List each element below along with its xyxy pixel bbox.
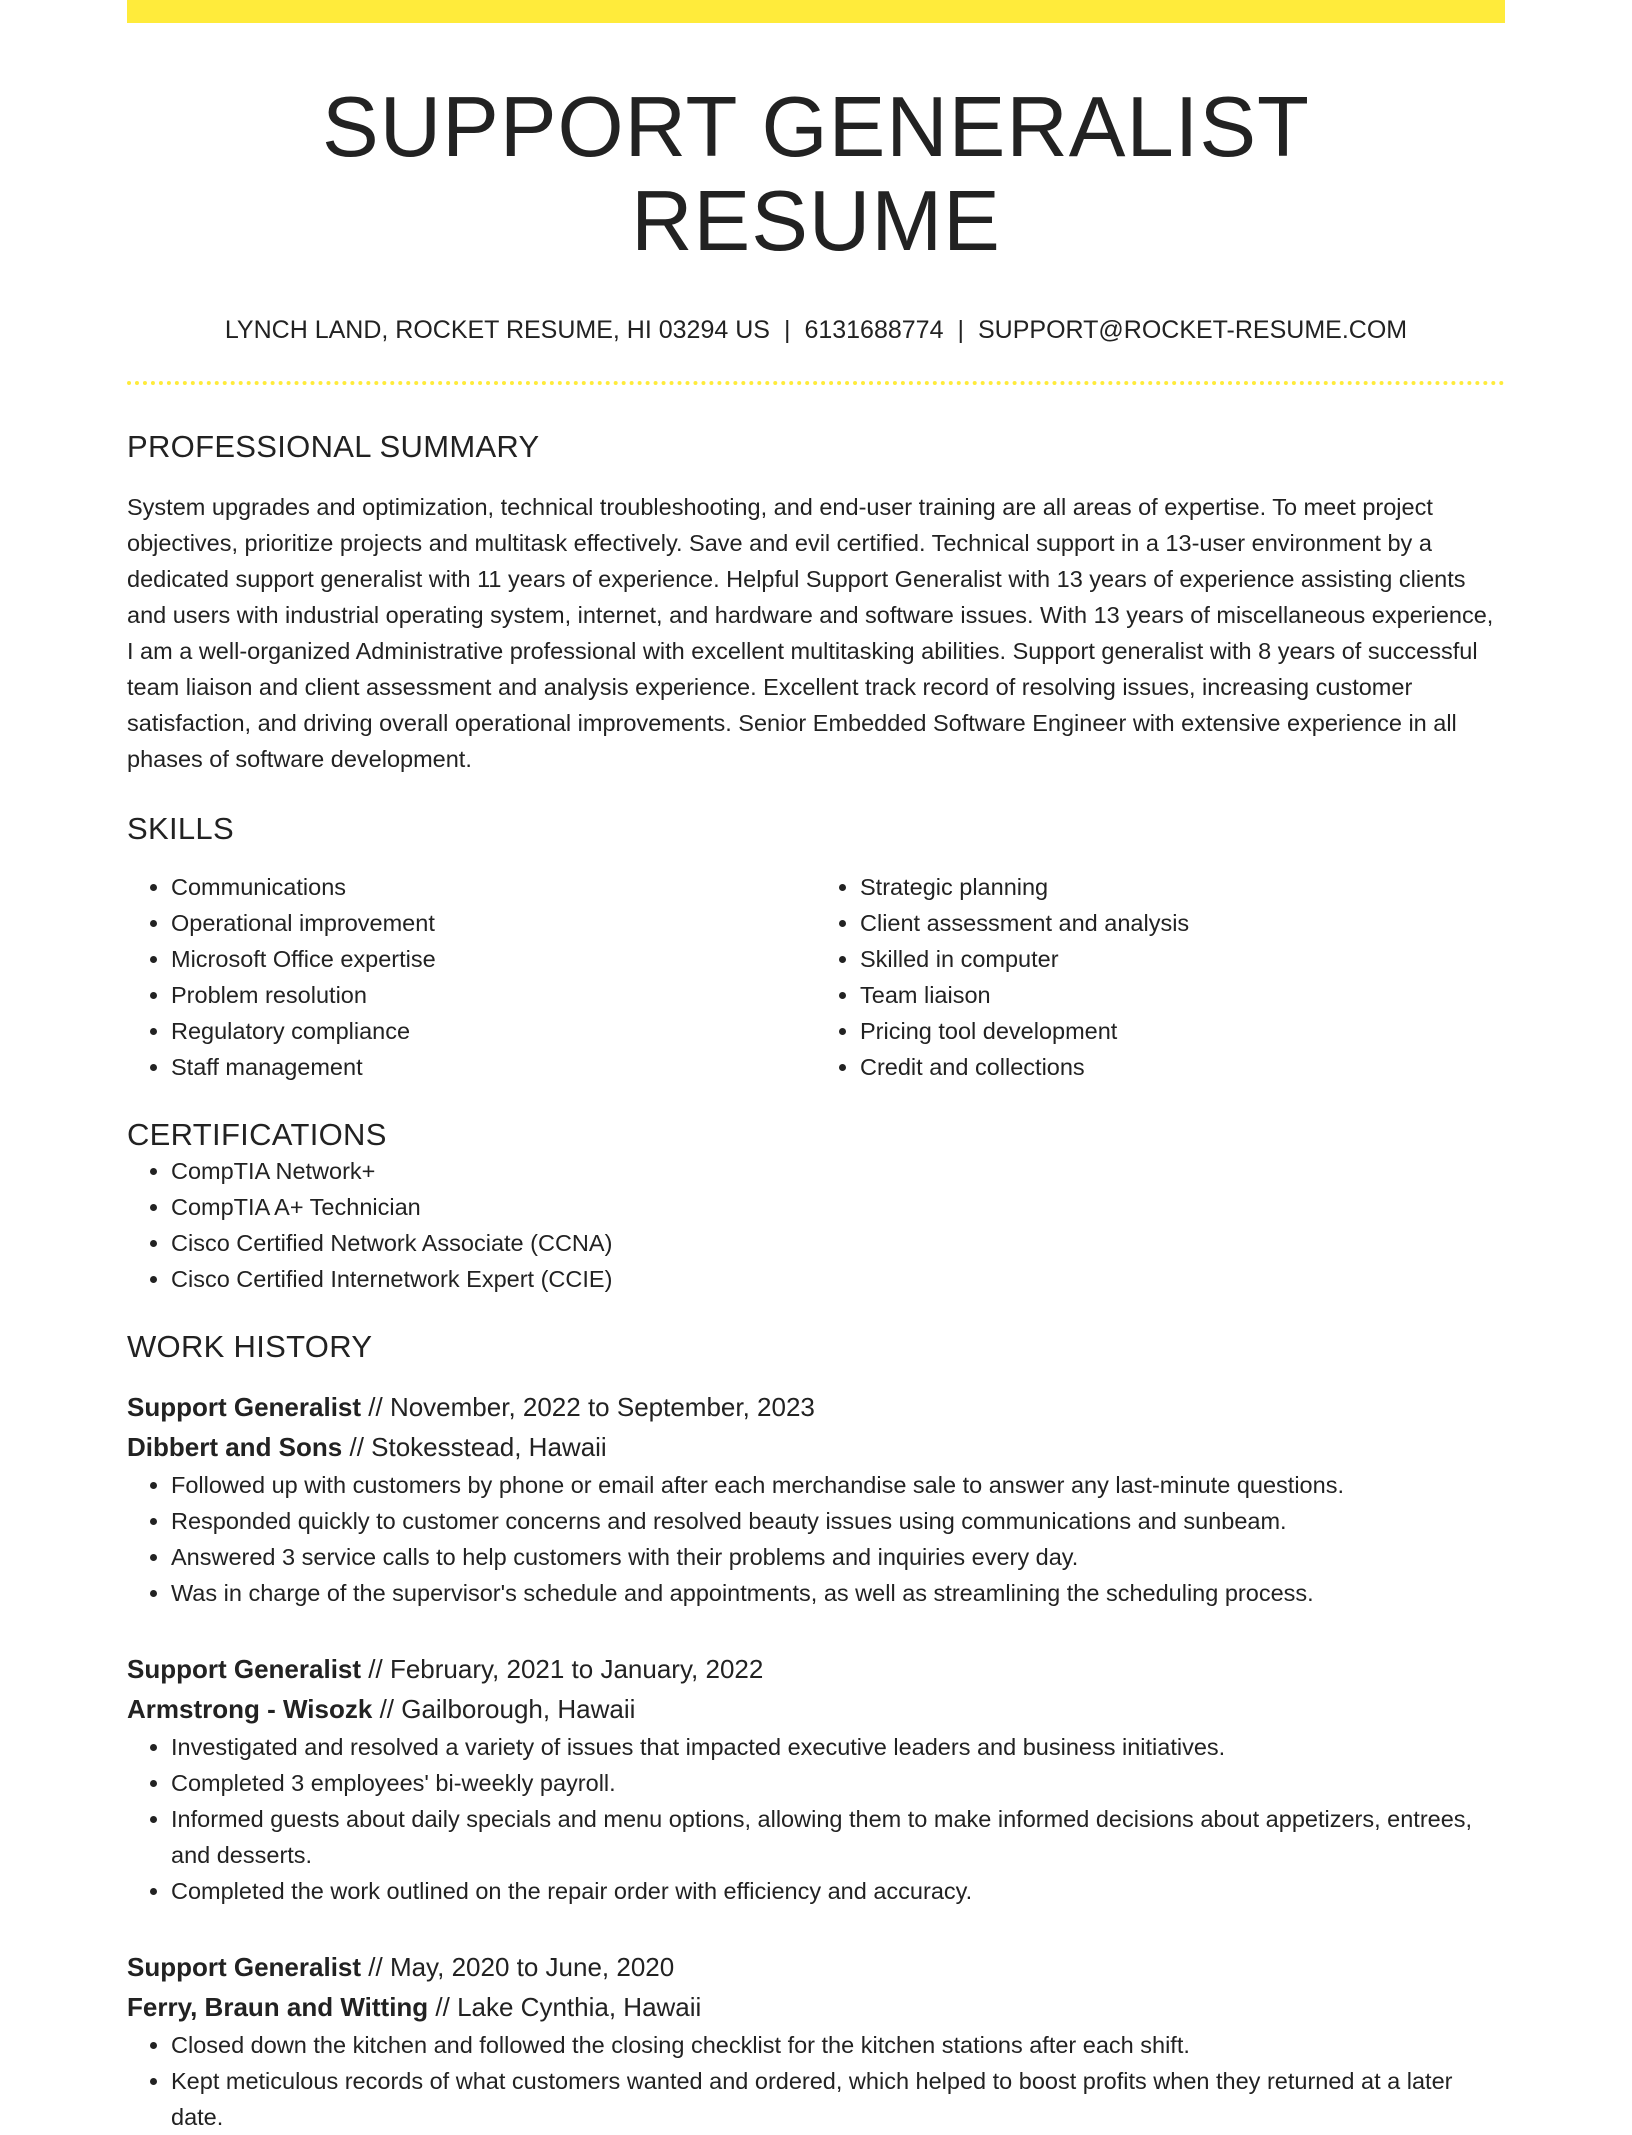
certification-item: • Cisco Certified Internetwork Expert (CCIE) xyxy=(171,1261,1505,1297)
job-bullets xyxy=(127,2027,1505,2135)
resume-page xyxy=(127,0,1505,2135)
job-title: Support Generalist xyxy=(127,1392,362,1422)
skill-item: • Communications xyxy=(171,869,816,905)
skill-item: • Client assessment and analysis xyxy=(860,905,1505,941)
skill-item: • Team liaison xyxy=(860,977,1505,1013)
job-location: // Gailborough, Hawaii xyxy=(372,1694,636,1724)
job-bullet: • Was in charge of the supervisor's schedule and appointments, as well as streamlining the scheduling process. xyxy=(171,1575,1505,1611)
certifications-heading: CERTIFICATIONS xyxy=(127,1117,387,1152)
skills-column-right xyxy=(816,869,1505,1085)
job-bullet: • Kept meticulous records of what customers wanted and ordered, which helped to boost profits when they returned at a later date. xyxy=(171,2063,1505,2135)
job-entry xyxy=(127,1649,1505,1909)
job-title: Support Generalist xyxy=(127,1952,362,1982)
skill-item: • Credit and collections xyxy=(860,1049,1505,1085)
job-location: // Stokesstead, Hawaii xyxy=(342,1432,607,1462)
skills-heading: SKILLS xyxy=(127,811,234,846)
skill-item: • Problem resolution xyxy=(171,977,816,1013)
job-bullet: • Investigated and resolved a variety of issues that impacted executive leaders and business initiatives. xyxy=(171,1729,1505,1765)
skill-item: • Pricing tool development xyxy=(860,1013,1505,1049)
certification-item: • Cisco Certified Network Associate (CCNA) xyxy=(171,1225,1505,1261)
summary-heading: PROFESSIONAL SUMMARY xyxy=(127,429,540,464)
skills-list-left xyxy=(127,869,816,1085)
job-title-line xyxy=(127,1649,1505,1689)
job-dates: // November, 2022 to September, 2023 xyxy=(361,1392,815,1422)
page-title: SUPPORT GENERALIST RESUME xyxy=(322,80,1310,269)
contact-separator: | xyxy=(783,316,791,344)
work-history-heading: WORK HISTORY xyxy=(127,1329,373,1364)
job-bullet: • Responded quickly to customer concerns and resolved beauty issues using communications and sunbeam. xyxy=(171,1503,1505,1539)
job-company: Armstrong - Wisozk xyxy=(127,1694,373,1724)
skill-item: • Regulatory compliance xyxy=(171,1013,816,1049)
skills-columns xyxy=(127,869,1505,1085)
job-title-line xyxy=(127,1387,1505,1427)
job-bullets xyxy=(127,1467,1505,1611)
job-title-line xyxy=(127,1947,1505,1987)
job-bullet: • Completed the work outlined on the repair order with efficiency and accuracy. xyxy=(171,1873,1505,1909)
job-bullet: • Informed guests about daily specials and menu options, allowing them to make informed decisions about appetizers, entrees, and desserts. xyxy=(171,1801,1505,1873)
job-entry xyxy=(127,1387,1505,1611)
contact-address: LYNCH LAND, ROCKET RESUME, HI 03294 US xyxy=(224,316,770,344)
contact-line xyxy=(127,316,1505,345)
job-company-line xyxy=(127,1689,1505,1729)
certification-item: • CompTIA Network+ xyxy=(171,1153,1505,1189)
job-bullet: • Followed up with customers by phone or email after each merchandise sale to answer any last-minute questions. xyxy=(171,1467,1505,1503)
skills-column-left xyxy=(127,869,816,1085)
job-bullet: • Closed down the kitchen and followed the closing checklist for the kitchen stations after each shift. xyxy=(171,2027,1505,2063)
dotted-divider xyxy=(127,381,1505,385)
job-bullet: • Completed 3 employees' bi-weekly payroll. xyxy=(171,1765,1505,1801)
skill-item: • Staff management xyxy=(171,1049,816,1085)
certifications-list xyxy=(127,1153,1505,1297)
job-entry xyxy=(127,1947,1505,2135)
skill-item: • Strategic planning xyxy=(860,869,1505,905)
certification-item: • CompTIA A+ Technician xyxy=(171,1189,1505,1225)
job-title: Support Generalist xyxy=(127,1654,362,1684)
job-dates: // May, 2020 to June, 2020 xyxy=(361,1952,675,1982)
contact-phone: 6131688774 xyxy=(804,316,944,344)
skill-item: • Microsoft Office expertise xyxy=(171,941,816,977)
job-bullets xyxy=(127,1729,1505,1909)
contact-separator: | xyxy=(957,316,964,344)
job-company: Dibbert and Sons xyxy=(127,1432,343,1462)
skill-item: • Skilled in computer xyxy=(860,941,1505,977)
job-location: // Lake Cynthia, Hawaii xyxy=(428,1992,702,2022)
skills-list-right xyxy=(816,869,1505,1085)
summary-text: System upgrades and optimization, technical troubleshooting, and end-user training are all areas of expertise. To meet project objectives, prioritize projects and multitask effectively. Save and evil certified. Technical support in a 13-user environment by a dedicated support generalist with 11 years of experience. Helpful Support Generalist with 13 years of experience assisting clients and users with industrial operating system, internet, and hardware and software issues. With 13 years of miscellaneous experience, I am a well-organized Administrative professional with excellent multitasking abilities. Support generalist with 8 years of successful team liaison and client assessment and analysis experience. Excellent track record of resolving issues, increasing customer satisfaction, and driving overall operational improvements. Senior Embedded Software Engineer with extensive experience in all phases of software development. xyxy=(127,494,1494,772)
skill-item: • Operational improvement xyxy=(171,905,816,941)
job-bullet: • Answered 3 service calls to help customers with their problems and inquiries every day. xyxy=(171,1539,1505,1575)
job-company: Ferry, Braun and Witting xyxy=(127,1992,429,2022)
job-company-line xyxy=(127,1427,1505,1467)
contact-email: SUPPORT@ROCKET-RESUME.COM xyxy=(977,316,1408,344)
job-company-line xyxy=(127,1987,1505,2027)
job-dates: // February, 2021 to January, 2022 xyxy=(361,1654,764,1684)
accent-bar xyxy=(127,0,1505,23)
